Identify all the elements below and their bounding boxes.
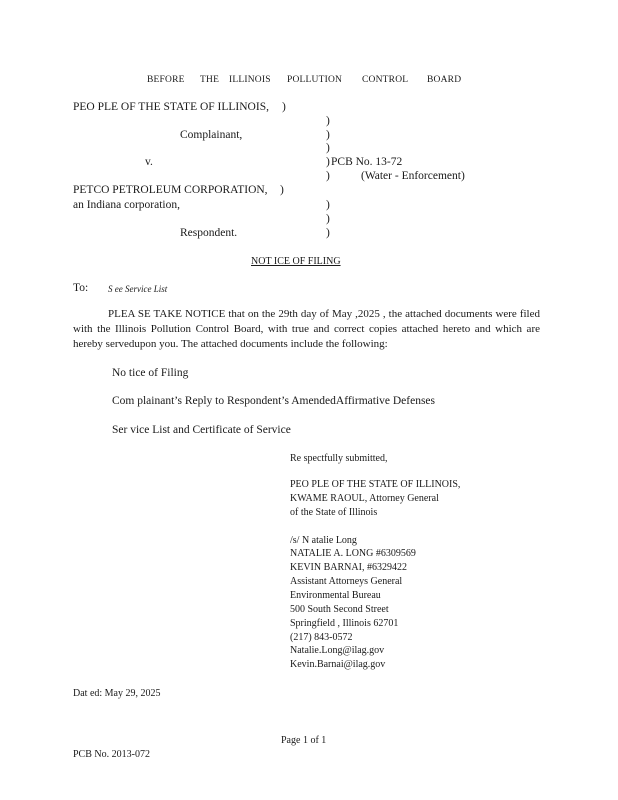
caption-case-number: PCB No. 13-72 [331,156,403,168]
document-list-item: Ser vice List and Certificate of Service [112,424,291,436]
caption-bracket: ) [326,156,330,168]
document-list-item: Com plainant’s Reply to Respondent’s AmendedAffirmative Defenses [112,395,436,407]
to-service-list: S ee Service List [108,284,168,294]
signature-city: Springfield , Illinois 62701 [290,618,399,629]
caption-bracket: ) [326,142,330,154]
signature-phone: (217) 843-0572 [290,632,353,643]
footer-case-number: PCB No. 2013-072 [73,749,150,760]
signature-email2: Kevin.Barnai@ilag.gov [290,659,386,670]
caption-bracket: ) [326,199,330,211]
signature-party-line1: PEO PLE OF THE STATE OF ILLINOIS, [290,479,461,490]
caption-bracket: ) [326,227,330,239]
caption-bracket: ) [326,129,330,141]
header-before: BEFORE [147,75,185,85]
caption-case-type: (Water - Enforcement) [361,170,465,182]
header-pollution: POLLUTION [287,75,343,85]
signature-party-line3: of the State of Illinois [290,507,378,518]
notice-paragraph: PLEA SE TAKE NOTICE that on the 29th day of May ,2025 , the attached documents were filed with the Illinois Pollution Control Board, with true and correct copies attached hereto and which are hereby servedupon you. The attached documents include the following: [73,308,540,350]
caption-bracket: ) [282,101,286,113]
header-board: BOARD [427,75,462,85]
signature-email1: Natalie.Long@ilag.gov [290,645,385,656]
caption-bracket: ) [326,213,330,225]
document-list-item: No tice of Filing [112,367,189,379]
signature-signed: /s/ N atalie Long [290,535,357,546]
caption-versus: v. [145,156,153,168]
signature-street: 500 South Second Street [290,604,389,615]
notice-title: NOT ICE OF FILING [251,256,341,267]
header-control: CONTROL [362,75,409,85]
dated-line: Dat ed: May 29, 2025 [73,688,161,699]
caption-plaintiff: PEO PLE OF THE STATE OF ILLINOIS, [73,101,269,113]
caption-complainant: Complainant, [180,129,243,141]
caption-respondent: Respondent. [180,227,238,239]
to-label: To: [73,282,89,294]
signature-closing: Re spectfully submitted, [290,453,388,464]
signature-attorney1: NATALIE A. LONG #6309569 [290,548,416,559]
signature-attorney2: KEVIN BARNAI, #6329422 [290,562,407,573]
caption-defendant: PETCO PETROLEUM CORPORATION, [73,184,268,196]
caption-bracket: ) [326,170,330,182]
signature-party-line2: KWAME RAOUL, Attorney General [290,493,439,504]
signature-title: Assistant Attorneys General [290,576,403,587]
signature-bureau: Environmental Bureau [290,590,381,601]
header-illinois: ILLINOIS [229,75,271,85]
caption-defendant-description: an Indiana corporation, [73,199,180,211]
caption-bracket: ) [326,115,330,127]
header-the: THE [200,75,220,85]
caption-bracket: ) [280,184,284,196]
footer-page-number: Page 1 of 1 [281,735,327,746]
